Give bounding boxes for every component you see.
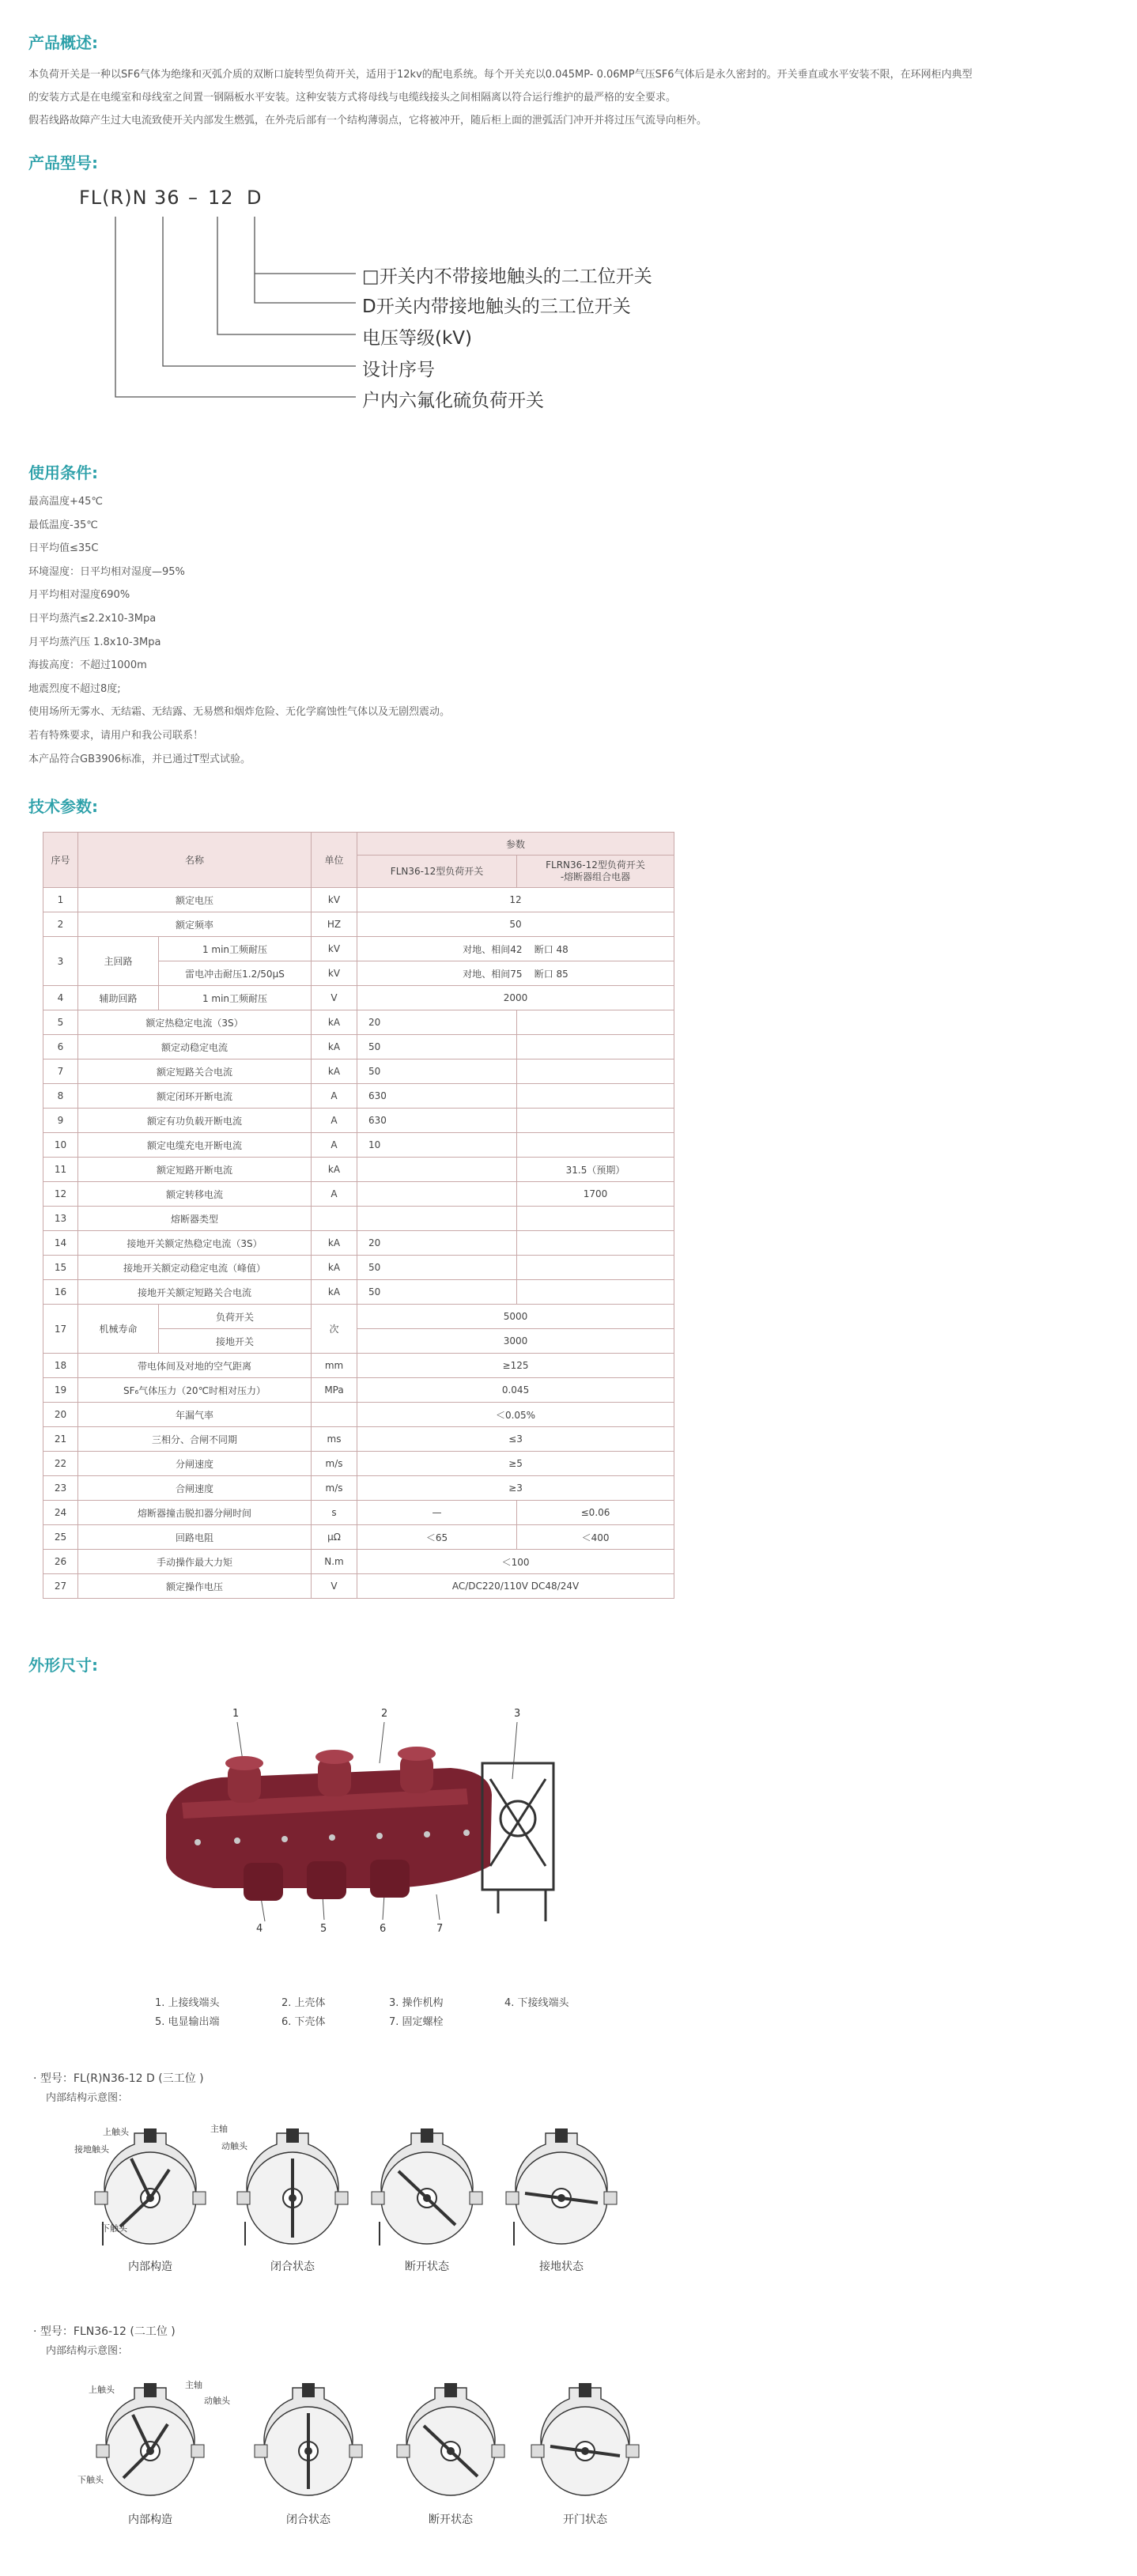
table-cell: 7 — [43, 1059, 78, 1084]
table-cell: 额定转移电流 — [78, 1182, 312, 1207]
table-cell: ≥125 — [357, 1354, 674, 1378]
table-cell: ＜65 — [357, 1525, 517, 1550]
overview-text — [28, 63, 1128, 132]
table-row — [43, 1378, 674, 1403]
table-cell: 18 — [43, 1354, 78, 1378]
table-cell: 2 — [43, 912, 78, 937]
model-two-position: · 型号：FLN36-12 (二工位 ) — [33, 2325, 176, 2338]
table-cell: kA — [312, 1256, 357, 1280]
condition-item: 本产品符合GB3906标准，并已通过T型式试验。 — [28, 753, 251, 765]
structure-subtitle: 内部结构示意图： — [46, 2092, 129, 2104]
table-cell: 1700 — [517, 1182, 674, 1207]
table-cell: ≥5 — [357, 1452, 674, 1476]
table-row — [43, 1207, 674, 1231]
table-cell: 50 — [357, 912, 674, 937]
table-cell: A — [312, 1133, 357, 1158]
table-cell — [517, 1084, 674, 1109]
table-cell: 额定电压 — [78, 888, 312, 912]
table-cell: m/s — [312, 1452, 357, 1476]
table-cell: — — [357, 1501, 517, 1525]
table-row — [43, 1256, 674, 1280]
table-cell — [312, 1207, 357, 1231]
table-cell: 10 — [357, 1133, 517, 1158]
table-cell: 20 — [43, 1403, 78, 1427]
table-cell — [517, 1231, 674, 1256]
table-row — [43, 1010, 674, 1035]
conditions-list — [28, 490, 450, 771]
legend-item: 7. 固定螺栓 — [389, 2016, 444, 2028]
table-cell: 50 — [357, 1280, 517, 1305]
table-cell: 8 — [43, 1084, 78, 1109]
caption-open: 断开状态 — [405, 2261, 449, 2273]
table-cell: 接地开关额定动稳定电流（峰值） — [78, 1256, 312, 1280]
table-cell: V — [312, 986, 357, 1010]
table-cell: s — [312, 1501, 357, 1525]
model-three-position: · 型号：FL(R)N36-12 D (三工位 ) — [33, 2072, 204, 2085]
table-cell: 3000 — [357, 1329, 674, 1354]
table-cell — [517, 1109, 674, 1133]
condition-item: 月平均蒸汽压 1.8x10-3Mpa — [28, 636, 161, 648]
model-code-design: 36 — [154, 187, 180, 209]
structure-subtitle: 内部结构示意图： — [46, 2345, 129, 2357]
table-cell: 熔断器撞击脱扣器分闸时间 — [78, 1501, 312, 1525]
table-cell: 20 — [357, 1231, 517, 1256]
condition-item: 最低温度-35℃ — [28, 519, 98, 531]
table-cell: A — [312, 1109, 357, 1133]
table-cell: 对地、相间75 断口 85 — [357, 961, 674, 986]
table-cell: 雷电冲击耐压1.2/50μS — [159, 961, 312, 986]
table-row — [43, 1403, 674, 1427]
product-photo — [150, 1708, 593, 1969]
table-cell: kA — [312, 1059, 357, 1084]
model-label: □开关内不带接地触头的二工位开关 — [362, 266, 652, 287]
table-cell: 9 — [43, 1109, 78, 1133]
table-row — [43, 1280, 674, 1305]
table-cell — [312, 1403, 357, 1427]
table-cell: 14 — [43, 1231, 78, 1256]
table-cell: 25 — [43, 1525, 78, 1550]
model-code-suffix: D — [247, 187, 263, 209]
table-cell — [517, 1133, 674, 1158]
table-cell — [357, 1158, 517, 1182]
table-cell: 接地开关 — [159, 1329, 312, 1354]
table-cell: kA — [312, 1231, 357, 1256]
label-shaft: 主轴 — [185, 2380, 202, 2390]
label-shaft: 主轴 — [210, 2124, 228, 2134]
legend-item: 5. 电显输出端 — [155, 2016, 220, 2028]
label-moving-contact: 动触头 — [204, 2396, 230, 2406]
model-code-voltage: 12 — [208, 187, 234, 209]
table-cell: kV — [312, 888, 357, 912]
table-row — [43, 1427, 674, 1452]
label-top-contact: 上触头 — [89, 2385, 115, 2395]
callout-7: 7 — [436, 1923, 444, 1935]
table-row — [43, 1035, 674, 1059]
table-cell: 回路电阻 — [78, 1525, 312, 1550]
condition-item: 若有特殊要求，请用户和我公司联系！ — [28, 729, 204, 742]
table-cell: 1 — [43, 888, 78, 912]
table-cell: 0.045 — [357, 1378, 674, 1403]
table-cell: 接地开关额定短路关合电流 — [78, 1280, 312, 1305]
label-bottom-contact: 下触头 — [101, 2223, 127, 2234]
table-cell: 接地开关额定热稳定电流（3S） — [78, 1231, 312, 1256]
header-param: 参数 — [357, 833, 674, 856]
table-cell: 22 — [43, 1452, 78, 1476]
table-cell: 10 — [43, 1133, 78, 1158]
table-cell: A — [312, 1084, 357, 1109]
table-cell: AC/DC220/110V DC48/24V — [357, 1574, 674, 1599]
table-cell: MPa — [312, 1378, 357, 1403]
model-code-series: FL(R)N — [79, 187, 148, 209]
table-cell: 额定有功负载开断电流 — [78, 1109, 312, 1133]
table-row — [43, 1109, 674, 1133]
header-no: 序号 — [43, 833, 78, 888]
table-row — [43, 912, 674, 937]
table-cell — [357, 1207, 517, 1231]
table-cell: 16 — [43, 1280, 78, 1305]
caption-open: 断开状态 — [429, 2514, 473, 2526]
table-cell: A — [312, 1182, 357, 1207]
switch-illustration — [150, 1708, 593, 1969]
label-top-contact: 上触头 — [103, 2127, 129, 2137]
table-row — [43, 1452, 674, 1476]
section-title-overview: 产品概述: — [28, 33, 98, 52]
table-cell: 20 — [357, 1010, 517, 1035]
table-row — [43, 1501, 674, 1525]
table-row — [43, 888, 674, 912]
callout-2: 2 — [381, 1708, 388, 1720]
table-cell: 17 — [43, 1305, 78, 1354]
table-cell — [357, 1182, 517, 1207]
label-bottom-contact: 下触头 — [77, 2475, 104, 2485]
table-cell: 19 — [43, 1378, 78, 1403]
table-cell: 额定操作电压 — [78, 1574, 312, 1599]
table-cell: 三相分、合闸不同期 — [78, 1427, 312, 1452]
table-cell: 合闸速度 — [78, 1476, 312, 1501]
table-cell: 31.5（预期） — [517, 1158, 674, 1182]
spec-table — [43, 832, 674, 1599]
caption-door-open: 开门状态 — [563, 2514, 607, 2526]
table-cell: 额定动稳定电流 — [78, 1035, 312, 1059]
table-cell: 主回路 — [78, 937, 159, 986]
caption-closed: 闭合状态 — [270, 2261, 315, 2273]
caption-grounded: 接地状态 — [539, 2261, 584, 2273]
table-row — [43, 1084, 674, 1109]
table-cell: 额定频率 — [78, 912, 312, 937]
condition-item: 月平均相对湿度690% — [28, 589, 130, 602]
table-cell: m/s — [312, 1476, 357, 1501]
table-cell: 额定短路关合电流 — [78, 1059, 312, 1084]
legend-item: 4. 下接线端头 — [504, 1997, 569, 2009]
table-cell: 分闸速度 — [78, 1452, 312, 1476]
callout-1: 1 — [232, 1708, 240, 1720]
condition-item: 地震烈度不超过8度; — [28, 682, 121, 695]
section-title-dimensions: 外形尺寸: — [28, 1656, 98, 1675]
table-row — [43, 986, 674, 1010]
condition-item: 日平均蒸汽≤2.2x10-3Mpa — [28, 612, 157, 625]
table-cell: 23 — [43, 1476, 78, 1501]
model-code-diagram — [79, 187, 680, 424]
table-row — [43, 1182, 674, 1207]
header-fln: FLN36-12型负荷开关 — [357, 856, 517, 888]
table-cell: kA — [312, 1010, 357, 1035]
table-cell: 50 — [357, 1256, 517, 1280]
table-cell: 2000 — [357, 986, 674, 1010]
callout-3: 3 — [514, 1708, 521, 1720]
table-cell: 额定热稳定电流（3S） — [78, 1010, 312, 1035]
table-cell: 24 — [43, 1501, 78, 1525]
table-cell: kA — [312, 1280, 357, 1305]
condition-item: 环境湿度：日平均相对湿度—95% — [28, 565, 185, 578]
table-cell: 21 — [43, 1427, 78, 1452]
table-cell: 6 — [43, 1035, 78, 1059]
table-cell: 手动操作最大力矩 — [78, 1550, 312, 1574]
overview-line: 的安装方式是在电缆室和母线室之间置一钢隔板水平安装。这种安装方式将母线与电缆线接头之间相隔离以符合运行维护的最严格的安全要求。 — [28, 92, 677, 104]
table-row — [43, 1305, 674, 1329]
table-cell: 额定短路开断电流 — [78, 1158, 312, 1182]
table-cell: 630 — [357, 1084, 517, 1109]
caption-closed: 闭合状态 — [286, 2514, 331, 2526]
table-row — [43, 1574, 674, 1599]
callout-5: 5 — [320, 1923, 327, 1935]
table-cell: HZ — [312, 912, 357, 937]
section-title-model: 产品型号: — [28, 153, 98, 172]
table-cell: 13 — [43, 1207, 78, 1231]
table-cell: 5 — [43, 1010, 78, 1035]
table-cell — [517, 1010, 674, 1035]
table-cell — [517, 1035, 674, 1059]
table-cell: 630 — [357, 1109, 517, 1133]
header-unit: 单位 — [312, 833, 357, 888]
legend-item: 1. 上接线端头 — [155, 1997, 220, 2009]
table-row — [43, 1354, 674, 1378]
legend-item: 2. 上壳体 — [281, 1997, 326, 2009]
table-cell — [517, 1280, 674, 1305]
table-cell: 辅助回路 — [78, 986, 159, 1010]
model-label: D开关内带接地触头的三工位开关 — [362, 297, 631, 317]
table-cell: 4 — [43, 986, 78, 1010]
model-label: 户内六氟化硫负荷开关 — [362, 391, 544, 411]
table-cell: V — [312, 1574, 357, 1599]
header-name: 名称 — [78, 833, 312, 888]
overview-line: 假若线路故障产生过大电流致使开关内部发生燃弧，在外壳后部有一个结构薄弱点，它将被冲开，随后柜上面的泄弧活门冲开并将过压气流导向柜外。 — [28, 115, 708, 127]
table-row — [43, 1133, 674, 1158]
callout-4: 4 — [256, 1923, 263, 1935]
table-cell: 12 — [357, 888, 674, 912]
overview-line: 本负荷开关是一种以SF6气体为绝缘和灭弧介质的双断口旋转型负荷开关，适用于12kv的配电系统。每个开关充以0.045MP- 0.06MP气压SF6气体后是永久密封的。开关垂直或水平安装不限，在环网柜内典型 — [28, 69, 973, 81]
caption-internal: 内部构造 — [128, 2261, 172, 2273]
model-code-dash: – — [188, 187, 198, 209]
table-row — [43, 1158, 674, 1182]
table-cell: 机械寿命 — [78, 1305, 159, 1354]
table-cell — [517, 1059, 674, 1084]
table-cell — [517, 1256, 674, 1280]
table-cell: 次 — [312, 1305, 357, 1354]
table-cell: 12 — [43, 1182, 78, 1207]
table-cell: 50 — [357, 1059, 517, 1084]
table-cell: mm — [312, 1354, 357, 1378]
table-row — [43, 937, 674, 961]
table-cell: ≥3 — [357, 1476, 674, 1501]
table-cell: 1 min工频耐压 — [159, 986, 312, 1010]
table-cell: SF₆气体压力（20℃时相对压力） — [78, 1378, 312, 1403]
table-cell: kA — [312, 1158, 357, 1182]
table-cell: kV — [312, 961, 357, 986]
table-cell: μΩ — [312, 1525, 357, 1550]
table-row — [43, 1525, 674, 1550]
table-cell: 年漏气率 — [78, 1403, 312, 1427]
condition-item: 最高温度+45℃ — [28, 496, 104, 508]
table-cell: 额定闭环开断电流 — [78, 1084, 312, 1109]
condition-item: 使用场所无雾水、无结霜、无结露、无易燃和烟炸危险、无化学腐蚀性气体以及无剧烈震动。 — [28, 706, 451, 719]
table-cell: 额定电缆充电开断电流 — [78, 1133, 312, 1158]
section-title-params: 技术参数: — [28, 797, 98, 816]
section-title-conditions: 使用条件: — [28, 463, 98, 482]
legend-item: 3. 操作机构 — [389, 1997, 444, 2009]
model-label: 设计序号 — [362, 360, 435, 380]
table-cell: 负荷开关 — [159, 1305, 312, 1329]
table-cell: 26 — [43, 1550, 78, 1574]
table-cell: ＜0.05% — [357, 1403, 674, 1427]
table-cell: 5000 — [357, 1305, 674, 1329]
header-flrn: FLRN36-12型负荷开关 -熔断器组合电器 — [517, 856, 674, 888]
table-cell: kV — [312, 937, 357, 961]
table-cell: ms — [312, 1427, 357, 1452]
table-cell: ≤3 — [357, 1427, 674, 1452]
table-cell: 27 — [43, 1574, 78, 1599]
label-ground-contact: 接地触头 — [74, 2144, 109, 2155]
table-cell: ＜100 — [357, 1550, 674, 1574]
caption-internal: 内部构造 — [128, 2514, 172, 2526]
legend-item: 6. 下壳体 — [281, 2016, 326, 2028]
table-row — [43, 1059, 674, 1084]
label-moving-contact: 动触头 — [221, 2141, 247, 2151]
condition-item: 海拔高度：不超过1000m — [28, 659, 147, 672]
table-cell: ＜400 — [517, 1525, 674, 1550]
table-row — [43, 1231, 674, 1256]
table-cell: 50 — [357, 1035, 517, 1059]
table-cell: 15 — [43, 1256, 78, 1280]
table-cell: 1 min工频耐压 — [159, 937, 312, 961]
table-cell: N.m — [312, 1550, 357, 1574]
diagram-three-position — [71, 2124, 672, 2285]
table-cell: kA — [312, 1035, 357, 1059]
table-cell: 熔断器类型 — [78, 1207, 312, 1231]
diagram-two-position — [71, 2380, 672, 2538]
condition-item: 日平均值≤35C — [28, 542, 99, 555]
table-row — [43, 1476, 674, 1501]
table-cell: 对地、相间42 断口 48 — [357, 937, 674, 961]
table-row — [43, 1550, 674, 1574]
model-label: 电压等级(kV) — [362, 328, 472, 349]
table-cell: 11 — [43, 1158, 78, 1182]
table-cell: ≤0.06 — [517, 1501, 674, 1525]
table-cell: 带电体间及对地的空气距离 — [78, 1354, 312, 1378]
callout-6: 6 — [380, 1923, 387, 1935]
table-cell: 3 — [43, 937, 78, 986]
table-cell — [517, 1207, 674, 1231]
